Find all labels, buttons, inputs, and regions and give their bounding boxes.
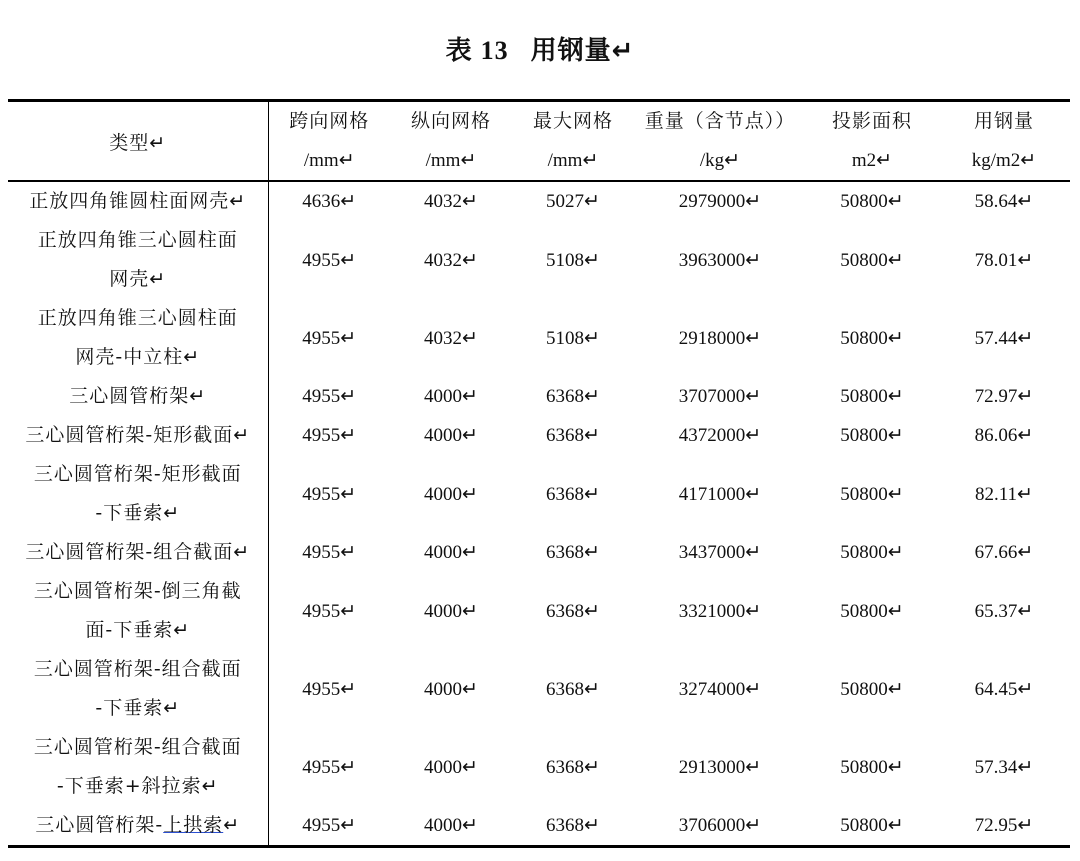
cell-span-grid: 4955↵: [302, 249, 357, 271]
cell-steel-usage: 86.06↵: [974, 425, 1034, 446]
cell-steel-usage: 82.11↵: [975, 483, 1033, 505]
cell-projected-area: 50800↵: [840, 249, 904, 271]
type-text: 三心圆管桁架-: [35, 814, 164, 836]
cell-span-grid: 4955↵: [302, 678, 357, 700]
column-header-projected-area: 投影面积 m2↵: [806, 101, 938, 182]
cell-longitudinal-grid: 4000↵: [424, 600, 478, 622]
type-line: 正放四角锥圆柱面网壳↵: [29, 190, 247, 212]
cell-span-grid: 4955↵: [302, 483, 357, 505]
table-row: [8, 572, 1070, 650]
cell-steel-usage: 78.01↵: [974, 249, 1034, 271]
cell-weight: 2918000↵: [678, 327, 762, 349]
table-row: [8, 650, 1070, 728]
cell-max-grid: 6368↵: [546, 542, 600, 563]
cell-longitudinal-grid: 4000↵: [424, 542, 478, 563]
cell-projected-area: 50800↵: [840, 600, 904, 622]
table-row: [8, 377, 1070, 416]
type-line: 三心圆管桁架-矩形截面↵: [25, 424, 251, 446]
type-line: 面-下垂索↵: [85, 619, 191, 641]
cell-type: [8, 181, 268, 221]
cell-weight: 2979000↵: [678, 191, 762, 212]
cell-longitudinal-grid: 4032↵: [424, 249, 478, 271]
cell-span-grid: 4955↵: [302, 327, 357, 349]
table-caption: [0, 30, 1080, 67]
cell-steel-usage: 57.34↵: [974, 756, 1034, 778]
cell-longitudinal-grid: 4000↵: [424, 386, 478, 407]
column-header-weight: 重量（含节点）） /kg↵: [634, 101, 806, 182]
table-row: [8, 221, 1070, 299]
cell-projected-area: 50800↵: [840, 425, 904, 446]
table-row: [8, 806, 1070, 847]
cell-span-grid: 4955↵: [302, 600, 357, 622]
cell-max-grid: 6368↵: [546, 815, 600, 836]
caption-prefix: 表: [445, 36, 473, 66]
type-line: -下垂索+斜拉索↵: [56, 775, 219, 797]
type-line: 网壳-中立柱↵: [75, 346, 201, 368]
type-line: 三心圆管桁架-组合截面: [33, 736, 242, 758]
cell-steel-usage: 72.95↵: [974, 815, 1034, 836]
column-header-max-grid: 最大网格 /mm↵: [512, 101, 634, 182]
cell-span-grid: 4636↵: [302, 191, 357, 212]
column-header-span-grid: 跨向网格 /mm↵: [268, 101, 390, 182]
cell-projected-area: 50800↵: [840, 191, 904, 212]
table-row: [8, 455, 1070, 533]
cell-weight: 3707000↵: [678, 386, 762, 407]
cell-span-grid: 4955↵: [302, 756, 357, 778]
cell-weight: 4171000↵: [678, 483, 762, 505]
cell-longitudinal-grid: 4032↵: [424, 191, 478, 212]
cell-longitudinal-grid: 4000↵: [424, 678, 478, 700]
table-body: [8, 181, 1070, 847]
table-row: [8, 416, 1070, 455]
cell-steel-usage: 58.64↵: [974, 191, 1034, 212]
type-line: -下垂索↵: [95, 697, 181, 719]
column-header-steel-usage: 用钢量 kg/m2↵: [938, 101, 1070, 182]
cell-type: [8, 416, 268, 455]
cell-weight: 3437000↵: [678, 542, 762, 563]
cell-type: [8, 533, 268, 572]
type-line: 三心圆管桁架-倒三角截: [33, 580, 242, 602]
caption-number: 13: [480, 36, 509, 65]
cell-projected-area: 50800↵: [840, 483, 904, 505]
cell-projected-area: 50800↵: [840, 756, 904, 778]
cell-projected-area: 50800↵: [840, 542, 904, 563]
cell-projected-area: 50800↵: [840, 678, 904, 700]
cell-steel-usage: 67.66↵: [974, 542, 1034, 563]
cell-max-grid: 6368↵: [546, 425, 600, 446]
cell-max-grid: 6368↵: [546, 756, 600, 778]
cell-longitudinal-grid: 4032↵: [424, 327, 478, 349]
cell-longitudinal-grid: 4000↵: [424, 425, 478, 446]
cell-span-grid: 4955↵: [302, 815, 357, 836]
column-header-longitudinal-grid: 纵向网格 /mm↵: [390, 101, 512, 182]
caption-name: 用钢量↵: [530, 36, 635, 66]
column-header-type: 类型↵: [8, 101, 268, 182]
cell-type: [8, 221, 268, 299]
cell-weight: 4372000↵: [678, 425, 762, 446]
type-line: 三心圆管桁架-组合截面: [33, 658, 242, 680]
cell-span-grid: 4955↵: [302, 542, 357, 563]
cell-projected-area: 50800↵: [840, 815, 904, 836]
cell-weight: 2913000↵: [678, 756, 762, 778]
table-row: [8, 181, 1070, 221]
cell-longitudinal-grid: 4000↵: [424, 815, 478, 836]
cell-longitudinal-grid: 4000↵: [424, 483, 478, 505]
cell-steel-usage: 64.45↵: [974, 678, 1034, 700]
cell-longitudinal-grid: 4000↵: [424, 756, 478, 778]
cell-max-grid: 5027↵: [546, 191, 600, 212]
type-text: ↵: [223, 814, 241, 836]
underlined-text: 上拱索: [163, 814, 224, 836]
cell-type: [8, 572, 268, 650]
type-line: 三心圆管桁架↵: [69, 385, 207, 407]
cell-steel-usage: 65.37↵: [974, 600, 1034, 622]
table-header: [8, 101, 1070, 182]
cell-span-grid: 4955↵: [302, 425, 357, 446]
table-row: [8, 533, 1070, 572]
cell-max-grid: 6368↵: [546, 600, 600, 622]
cell-weight: 3274000↵: [678, 678, 762, 700]
cell-max-grid: 6368↵: [546, 678, 600, 700]
cell-weight: 3963000↵: [678, 249, 762, 271]
type-line: 三心圆管桁架-矩形截面: [33, 463, 242, 485]
type-line: 网壳↵: [109, 268, 167, 290]
table-row: [8, 728, 1070, 806]
cell-type: [8, 299, 268, 377]
table-row: [8, 299, 1070, 377]
cell-max-grid: 5108↵: [546, 327, 600, 349]
cell-steel-usage: 57.44↵: [974, 327, 1034, 349]
cell-weight: 3706000↵: [678, 815, 762, 836]
cell-projected-area: 50800↵: [840, 327, 904, 349]
cell-max-grid: 5108↵: [546, 249, 600, 271]
cell-type: [8, 377, 268, 416]
steel-usage-table: [8, 99, 1070, 848]
type-line: 正放四角锥三心圆柱面: [37, 307, 238, 329]
cell-weight: 3321000↵: [678, 600, 762, 622]
type-line: -下垂索↵: [95, 502, 181, 524]
cell-max-grid: 6368↵: [546, 386, 600, 407]
cell-type: [8, 728, 268, 806]
cell-type: [8, 455, 268, 533]
cell-max-grid: 6368↵: [546, 483, 600, 505]
cell-projected-area: 50800↵: [840, 386, 904, 407]
type-line: 正放四角锥三心圆柱面: [37, 229, 238, 251]
type-line: 三心圆管桁架-组合截面↵: [25, 541, 251, 563]
cell-type: [8, 806, 268, 847]
cell-span-grid: 4955↵: [302, 386, 357, 407]
cell-steel-usage: 72.97↵: [974, 386, 1034, 407]
cell-type: [8, 650, 268, 728]
